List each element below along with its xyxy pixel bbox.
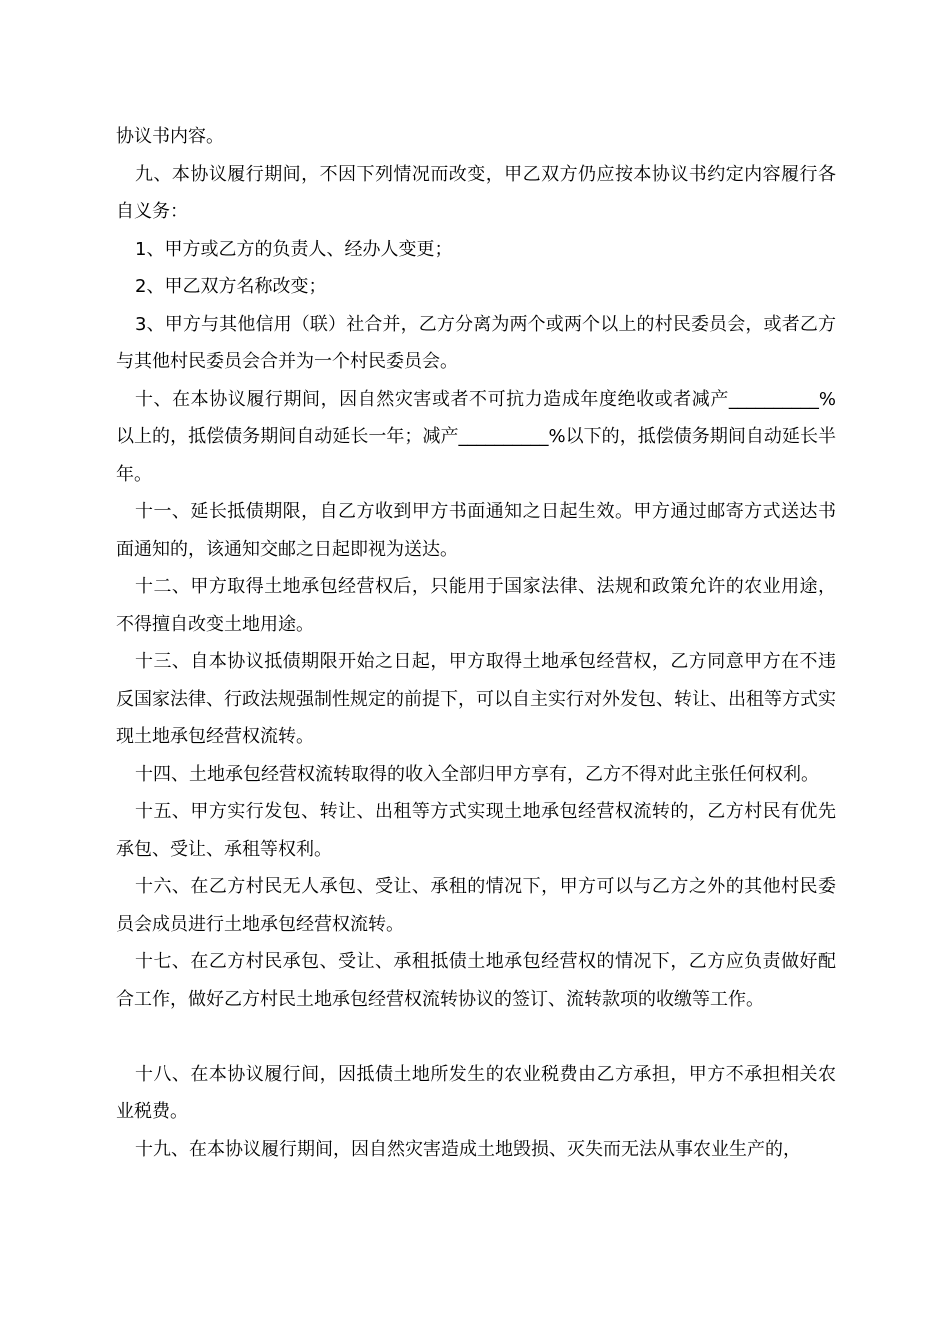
paragraph-clause-16: 十六、在乙方村民无人承包、受让、承租的情况下，甲方可以与乙方之外的其他村民委员会成员进行土地承包经营权流转。 xyxy=(116,876,836,935)
paragraph-clause-19: 十九、在本协议履行期间，因自然灾害造成土地毁损、灭失而无法从事农业生产的， xyxy=(135,1138,801,1160)
paragraph-clause-10: 十、在本协议履行期间，因自然灾害或者不可抗力造成年度绝收或者减产__________%以上的，抵偿债务期间自动延长一年；减产__________%以下的，抵偿债务期间自动延长半年。 xyxy=(116,388,836,485)
paragraph-clause-15: 十五、甲方实行发包、转让、出租等方式实现土地承包经营权流转的，乙方村民有优先承包、受让、承租等权利。 xyxy=(116,801,836,860)
paragraph-clause-11: 十一、延长抵债期限，自乙方收到甲方书面通知之日起生效。甲方通过邮寄方式送达书面通知的，该通知交邮之日起即视为送达。 xyxy=(116,501,836,560)
paragraph-clause-9-item-3: 3、甲方与其他信用（联）社合并，乙方分离为两个或两个以上的村民委员会，或者乙方与其他村民委员会合并为一个村民委员会。 xyxy=(116,313,836,372)
blank-line xyxy=(116,1018,836,1056)
paragraph-clause-17: 十七、在乙方村民承包、受让、承租抵债土地承包经营权的情况下，乙方应负责做好配合工作，做好乙方村民土地承包经营权流转协议的签订、流转款项的收缴等工作。 xyxy=(116,951,836,1010)
paragraph-clause-12: 十二、甲方取得土地承包经营权后，只能用于国家法律、法规和政策允许的农业用途，不得擅自改变土地用途。 xyxy=(116,576,836,635)
paragraph-clause-9: 九、本协议履行期间，不因下列情况而改变，甲乙双方仍应按本协议书约定内容履行各自义务： xyxy=(116,163,836,222)
paragraph-clause-14: 十四、土地承包经营权流转取得的收入全部归甲方享有，乙方不得对此主张任何权利。 xyxy=(135,763,819,785)
paragraph-clause-13: 十三、自本协议抵债期限开始之日起，甲方取得土地承包经营权，乙方同意甲方在不违反国家法律、行政法规强制性规定的前提下，可以自主实行对外发包、转让、出租等方式实现土地承包经营权流转。 xyxy=(116,651,836,747)
paragraph-clause-9-item-1: 1、甲方或乙方的负责人、经办人变更； xyxy=(135,238,453,260)
paragraph-clause-18: 十八、在本协议履行间，因抵债土地所发生的农业税费由乙方承担，甲方不承担相关农业税费。 xyxy=(116,1063,836,1122)
paragraph-continuation: 协议书内容。 xyxy=(116,126,224,147)
document-body xyxy=(116,118,836,1168)
paragraph-clause-9-item-2: 2、甲乙双方名称改变； xyxy=(135,276,327,297)
